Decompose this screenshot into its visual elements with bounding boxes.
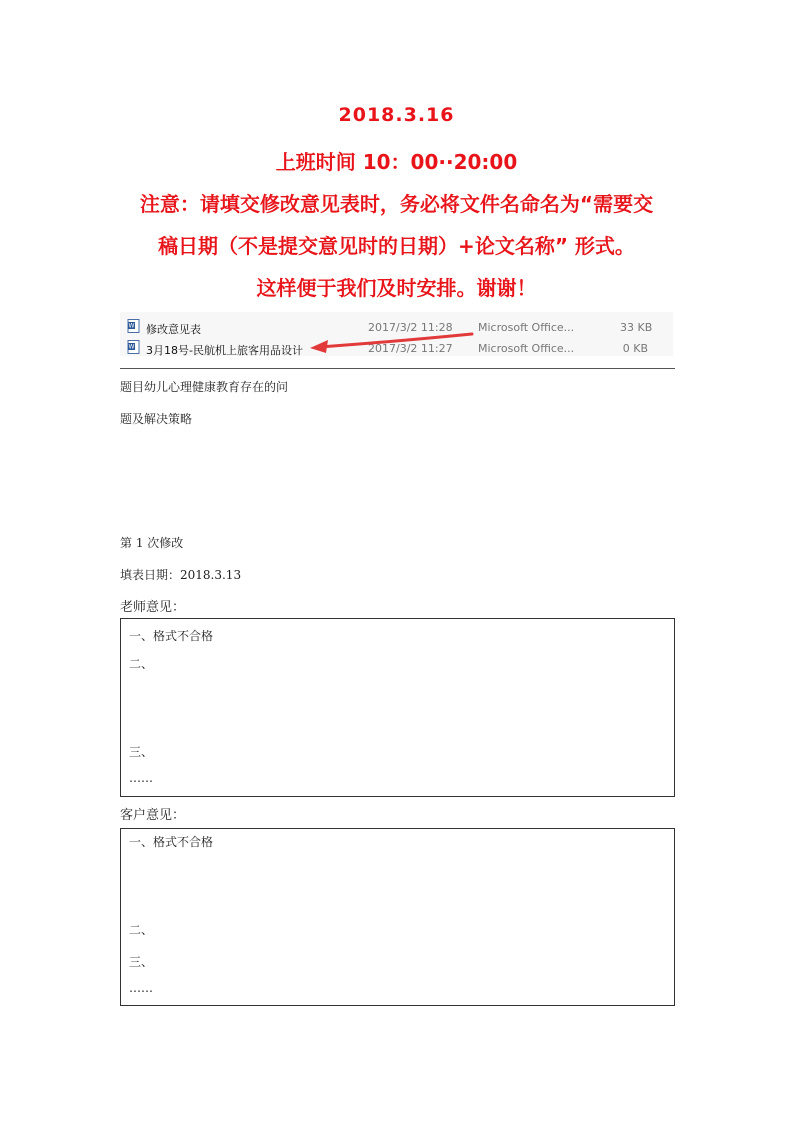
client-feedback-label: 客户意见： (120, 808, 186, 823)
feedback-item: …… (129, 981, 153, 995)
thesis-title-line-2: 题及解决策略 (120, 412, 193, 426)
feedback-item: 二、 (129, 923, 154, 937)
notice-line-1: 注意：请填交修改意见表时，务必将文件名命名为“需要交 (139, 192, 654, 216)
feedback-item: 一、格式不合格 (129, 629, 214, 643)
file-type: Microsoft Office... (478, 321, 575, 334)
file-size: 0 KB (622, 342, 648, 355)
revision-count: 第 1 次修改 (120, 536, 184, 550)
feedback-item: 三、 (129, 745, 154, 759)
teacher-feedback-box (120, 618, 675, 797)
file-name: 3月18号-民航机上旅客用品设计 (146, 344, 303, 356)
date-heading: 2018.3.16 (338, 104, 455, 126)
working-hours: 上班时间 10：00··20:00 (275, 150, 518, 174)
svg-text:W: W (128, 322, 135, 330)
file-date: 2017/3/2 11:27 (368, 342, 453, 355)
feedback-item: 三、 (129, 955, 154, 969)
file-size: 33 KB (620, 321, 653, 334)
client-feedback-box (120, 828, 675, 1006)
file-date: 2017/3/2 11:28 (368, 321, 453, 334)
notice-line-2: 稿日期（不是提交意见时的日期）+论文名称” 形式。 (158, 234, 635, 258)
feedback-item: 二、 (129, 657, 154, 671)
feedback-item: 一、格式不合格 (129, 835, 214, 849)
teacher-feedback-label: 老师意见： (120, 600, 186, 615)
file-name: 修改意见表 (146, 323, 201, 336)
file-list-screenshot (120, 312, 673, 356)
file-type: Microsoft Office... (478, 342, 575, 355)
red-arrow-icon (120, 312, 673, 356)
thesis-title-line-1: 题目幼儿心理健康教育存在的问 (120, 380, 289, 394)
horizontal-rule (120, 368, 675, 369)
feedback-item: …… (129, 771, 153, 785)
fill-date: 填表日期：2018.3.13 (120, 568, 242, 582)
svg-text:W: W (128, 343, 135, 351)
notice-line-3: 这样便于我们及时安排。谢谢！ (256, 276, 537, 300)
